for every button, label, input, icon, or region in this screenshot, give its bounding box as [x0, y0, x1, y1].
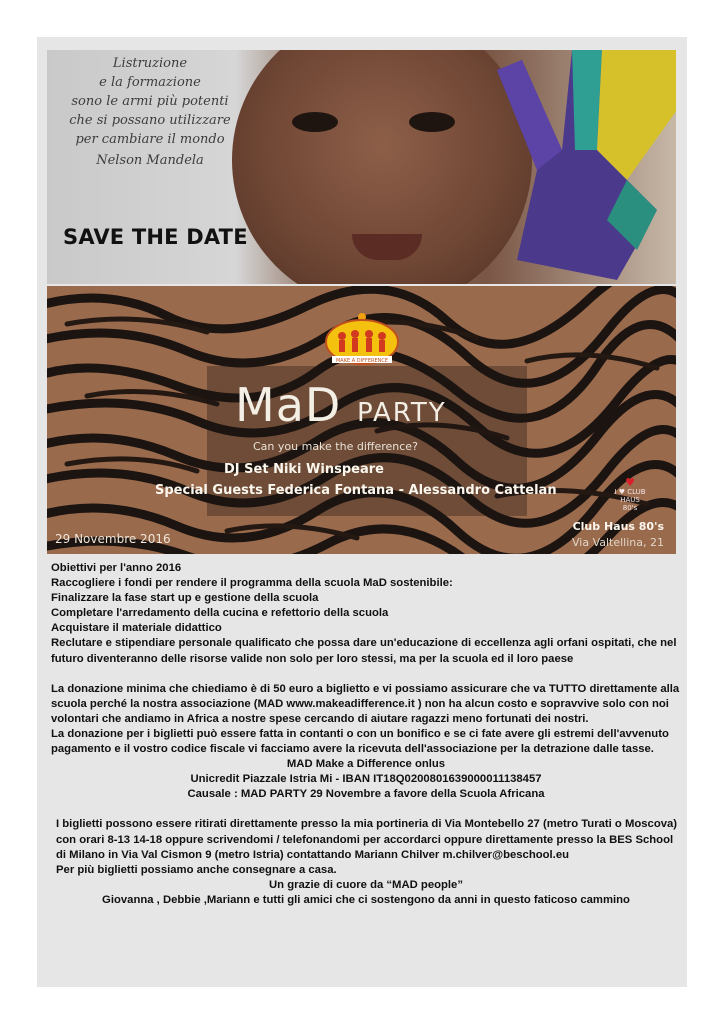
quote-author: Nelson Mandela — [96, 153, 204, 168]
org-name: MAD Make a Difference onlus — [286, 758, 446, 771]
objectives-title: Obiettivi per l'anno 2016 — [51, 562, 182, 574]
heart-icon: ♥ — [625, 476, 635, 489]
club-address: Via Valtellina, 21 — [572, 536, 664, 549]
quote-line: che si possano utilizzare — [69, 113, 231, 128]
club-name: Club Haus 80's — [572, 520, 664, 533]
causale-line: Causale : MAD PARTY 29 Novembre a favore della Scuola Africana — [187, 788, 545, 801]
quote-line: sono le armi più potenti — [71, 94, 229, 109]
tickets-paragraph: I biglietti possono essere ritirati direttamente presso la mia portineria di Via Montebello 27 (metro Turati o Moscova) con orari 8-13 14-18 oppure scrivendomi / telefonandomi per accordarci oppure direttamente presso la BES School di Milano in Via Val Cismon 9 (metro Istria) contattando Mariann Chilver m.chilver@beschool.eu — [56, 818, 678, 861]
painted-hand-image — [477, 50, 676, 284]
right-eye-shape — [409, 112, 455, 132]
tickets-home-line: Per più biglietti possiamo anche consegnare a casa. — [56, 863, 337, 876]
badge-text: I ♥ CLUB HAUS 80's — [614, 488, 646, 512]
signature-line: Giovanna , Debbie ,Mariann e tutti gli amici che ci sostengono da anni in questo faticoso cammino — [102, 893, 630, 906]
quote-line: per cambiare il mondo — [75, 132, 225, 147]
dj-line: DJ Set Niki Winspeare — [224, 462, 384, 477]
quote-line: e la formazione — [99, 75, 201, 90]
spacer — [51, 802, 681, 817]
objective-item: Raccogliere i fondi per rendere il programma della scuola MaD sostenibile: — [51, 577, 453, 590]
spacer — [51, 667, 681, 682]
flyer-sheet — [37, 37, 687, 987]
mad-party-title — [235, 378, 447, 432]
club-badge — [614, 476, 646, 512]
objective-item: Acquistare il materiale didattico — [51, 622, 222, 635]
save-the-date-heading: SAVE THE DATE — [63, 225, 248, 249]
logo-text: MAKE A DIFFERENCE — [335, 358, 389, 364]
flyer-text-body — [51, 561, 681, 908]
objective-item: Completare l'arredamento della cucina e refettorio della scuola — [51, 607, 389, 620]
objective-item: Reclutare e stipendiare personale qualificato che possa dare un'educazione di eccellenza agli orfani ospitati, che nel futuro diventeranno delle risorse valide non solo per loro stessi, ma per la scuola ed il loro paese — [51, 637, 677, 665]
thanks-line: Un grazie di cuore da “MAD people” — [269, 878, 463, 891]
party-banner — [47, 286, 676, 554]
mad-title-suffix: PARTY — [356, 398, 447, 428]
mad-title-main: MaD — [235, 378, 342, 432]
mandela-quote — [55, 54, 245, 170]
left-eye-shape — [292, 112, 338, 132]
donation-paragraph: La donazione minima che chiediamo è di 50 euro a biglietto e vi possiamo assicurare che va TUTTO direttamente alla scuola perché la nostra associazione (MAD www.makeadifference.it ) non ha alcun costo e sopravvive solo con noi volontari che andiamo in Africa a nostre spese cercando di aiutare ragazzi meno fortunati dei nostri. — [51, 682, 680, 725]
payment-paragraph: La donazione per i biglietti può essere fatta in contanti o con un bonifico e se ci fate avere gli estremi dell'avvenuto pagamento e il vostro codice fiscale vi facciamo avere la ricevuta dell'associazione per la detrazione dalle tasse. — [51, 727, 669, 756]
party-date: 29 Novembre 2016 — [55, 532, 171, 546]
special-guests-line: Special Guests Federica Fontana - Alessandro Cattelan — [155, 483, 557, 498]
quote-line: Listruzione — [112, 56, 188, 71]
make-a-difference-logo — [322, 312, 402, 367]
hero-photo — [47, 50, 676, 284]
iban-line: Unicredit Piazzale Istria Mi - IBAN IT18Q0200801639000011138457 — [190, 773, 542, 786]
objective-item: Finalizzare la fase start up e gestione della scuola — [51, 592, 319, 605]
party-tagline: Can you make the difference? — [253, 440, 418, 453]
